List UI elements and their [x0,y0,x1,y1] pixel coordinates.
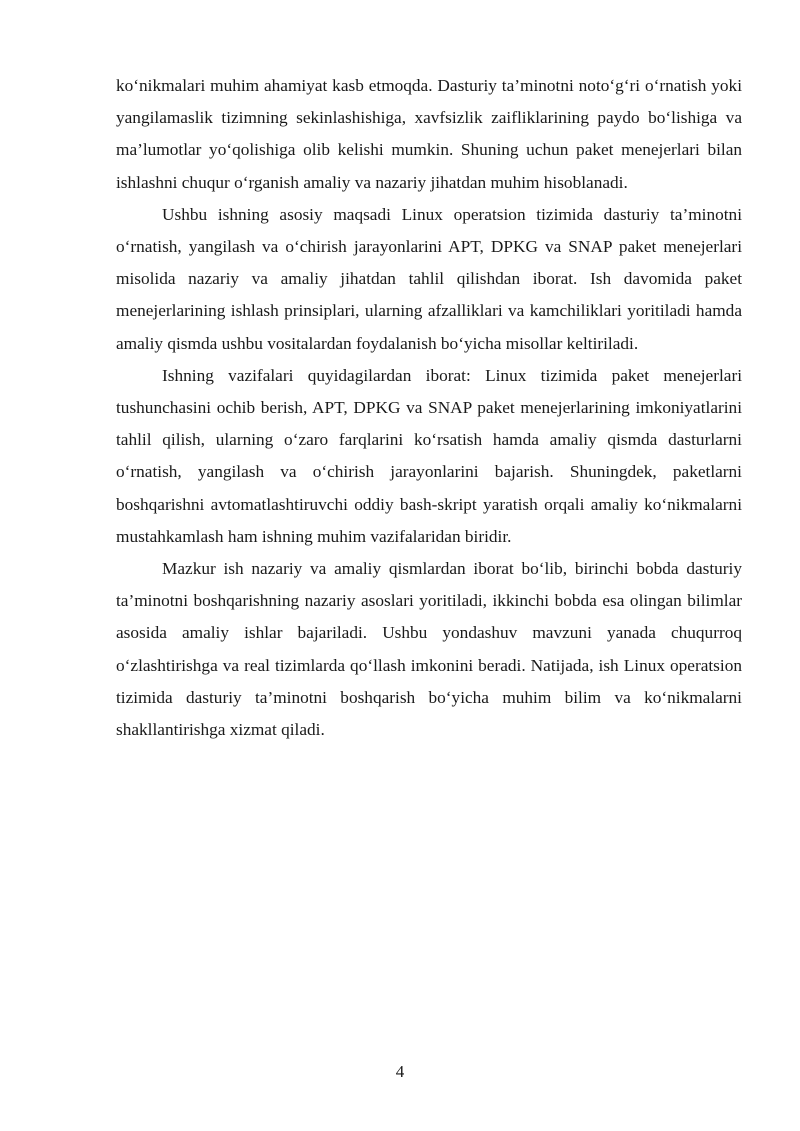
page-number: 4 [395,1062,405,1081]
paragraph-2: Ushbu ishning asosiy maqsadi Linux operatsion tizimida dasturiy ta’minotni o‘rnatish, yangilash va o‘chirish jarayonlarini APT, DPKG va SNAP paket menejerlari misolida nazariy va amaliy jihatdan tahlil qilishdan iborat. Ish davomida paket menejerlarining ishlash prinsiplari, ularning afzalliklari va kamchiliklari yoritiladi hamda amaliy qismda ushbu vositalardan foydalanish bo‘yicha misollar keltiriladi. [116,204,742,353]
paragraph-4: Mazkur ish nazariy va amaliy qismlardan iborat bo‘lib, birinchi bobda dasturiy ta’minotni boshqarishning nazariy asoslari yoritiladi, ikkinchi bobda esa olingan bilimlar asosida amaliy ishlar bajariladi. Ushbu yondashuv mavzuni yanada chuqurroq o‘zlashtirishga va real tizimlarda qo‘llash imkonini beradi. Natijada, ish Linux operatsion tizimida dasturiy ta’minotni boshqarish bo‘yicha muhim bilim va ko‘nikmalarni shakllantirishga xizmat qiladi. [116,559,742,740]
paragraph-1: ko‘nikmalari muhim ahamiyat kasb etmoqda. Dasturiy ta’minotni noto‘g‘ri o‘rnatish yoki yangilamaslik tizimning sekinlashishiga, xavfsizlik zaifliklarining paydo bo‘lishiga va ma’lumotlar yo‘qolishiga olib kelishi mumkin. Shuning uchun paket menejerlari bilan ishlashni chuqur o‘rganish amaliy va nazariy jihatdan muhim hisoblanadi. [116,76,742,192]
paragraph-3: Ishning vazifalari quyidagilardan iborat: Linux tizimida paket menejerlari tushunchasini ochib berish, APT, DPKG va SNAP paket menejerlarining imkoniyatlarini tahlil qilish, ularning o‘zaro farqlarini ko‘rsatish hamda amaliy qismda dasturlarni o‘rnatish, yangilash va o‘chirish jarayonlarini bajarish. Shuningdek, paketlarni boshqarishni avtomatlashtiruvchi oddiy bash-skript yaratish orqali amaliy ko‘nikmalarni mustahkamlash ham ishning muhim vazifalaridan biridir. [116,365,742,546]
document-page [116,70,742,746]
